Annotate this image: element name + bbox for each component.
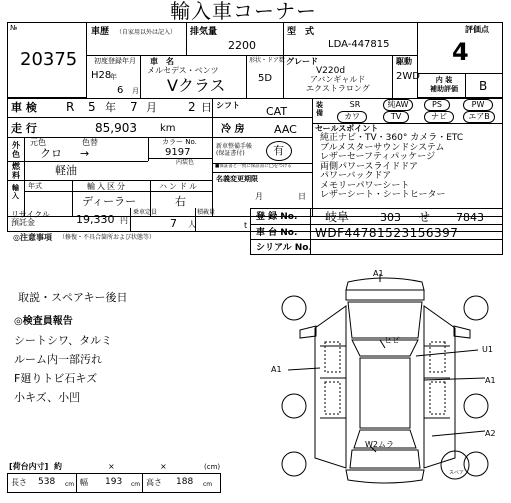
sales-points-list	[320, 134, 463, 201]
cargo-x1: ×	[108, 462, 115, 471]
grade-label: グレード	[286, 57, 318, 66]
color-arrow: →	[80, 147, 90, 160]
sales-point: レザーシート・シートヒーター	[320, 190, 446, 200]
inspection-month: 7	[130, 100, 138, 114]
fuel-value: 軽油	[55, 164, 77, 177]
manual-note: ■保証書と一致に保証書に◯をつける	[215, 164, 292, 169]
report-line: シートシワ、タルミ	[14, 334, 113, 347]
cargo-length-label: 長さ	[11, 478, 27, 487]
registration-label: 登 録 No.	[256, 212, 298, 222]
report-line: 小キズ、小凹	[14, 391, 81, 404]
name-change-label: 名義変更期限	[216, 175, 258, 183]
notes-line: 取説・スペアキー後日	[18, 291, 128, 304]
damage-w2: W2ムラ	[365, 440, 394, 449]
cargo-length-unit: cm	[65, 481, 75, 488]
manual-label: 新車整備手帳 (保証書付)	[216, 143, 253, 157]
name-change-month-unit: 月	[255, 192, 263, 201]
damage-a1-right: A1	[485, 376, 496, 385]
color-code-label: カラー No.	[162, 138, 197, 146]
chassis-label: 車 台 No.	[256, 228, 298, 238]
doors-label: 形状・ドア数	[249, 57, 285, 64]
report-label: ◎検査員報告	[14, 316, 73, 327]
damage-u1: U1	[482, 345, 493, 354]
inspection-day: 2	[188, 100, 196, 114]
color-code: 9197	[165, 147, 191, 158]
interior-score-label: 内 装 補助評価	[430, 76, 458, 93]
recycle-label: リサイクル 預託金	[11, 210, 50, 227]
report-line: ルーム内一部汚れ	[14, 353, 102, 366]
mileage-label: 走 行	[11, 122, 37, 135]
lot-label: №	[10, 24, 18, 32]
serial-label: シリアル No.	[256, 243, 312, 253]
import-year-label: 年式	[28, 182, 42, 190]
page-title: 輸入車コーナー	[170, 0, 317, 23]
damage-a1-top: A1	[373, 269, 384, 278]
cargo-cm-label: (cm)	[204, 463, 221, 471]
shift-label: シフト	[216, 101, 240, 110]
score-label: 評価点	[465, 25, 489, 34]
displacement-label: 排気量	[190, 27, 218, 37]
recycle-value: 19,330	[76, 213, 115, 226]
mileage-unit: km	[160, 123, 176, 134]
equip-pw: PW	[463, 99, 493, 111]
name-change-day-unit: 日	[298, 192, 306, 201]
inspection-year: 5	[88, 100, 96, 114]
interior-score-value: B	[479, 79, 488, 93]
sales-points-label: セールスポイント	[315, 124, 379, 133]
lot-number: 20375	[20, 49, 78, 70]
registration-frame	[250, 208, 503, 255]
color-value: クロ	[40, 147, 62, 160]
grade-line-1: V220d	[316, 66, 346, 76]
import-type-label: 輸入区分	[87, 182, 127, 191]
car-maker: メルセデス・ベンツ	[147, 66, 219, 75]
ac-value: AAC	[274, 123, 297, 136]
notes-label: ◎注意事項	[13, 233, 52, 242]
cargo-width: 193	[105, 477, 123, 487]
first-reg-era: H28	[91, 70, 112, 81]
inspection-era: R	[66, 100, 75, 114]
model-code-value: LDA-447815	[328, 39, 390, 50]
manual-value: 有	[273, 144, 284, 157]
report-list	[14, 331, 112, 407]
capacity-unit: 人	[188, 220, 196, 229]
fuel-label: 燃 料	[12, 162, 20, 180]
first-reg-year-unit: 年	[110, 73, 117, 81]
drive-value: 2WD	[396, 71, 420, 82]
mileage-value: 85,903	[95, 121, 137, 135]
capacity-label: 乗車定員	[133, 209, 158, 216]
history-note: （自家用以外は記入）	[116, 29, 177, 36]
history-label: 車歴	[91, 27, 110, 37]
equip-navi: ナビ	[424, 111, 454, 123]
cargo-height-label: 高さ	[146, 478, 162, 487]
sales-point: 両側パワースライドドア	[320, 161, 419, 172]
cargo-label: [荷台内寸]	[9, 462, 49, 471]
handle-value: 右	[175, 195, 186, 208]
sales-point: 純正ナビ・TV・360° カメラ・ETC	[320, 133, 464, 143]
report-line: F廻りトビ石キズ	[14, 372, 98, 385]
equip-leather: カワ	[337, 111, 367, 123]
first-reg-month-unit: 月	[132, 87, 139, 95]
damage-a2: A2	[485, 429, 496, 438]
color-change-label: 色替	[82, 138, 98, 147]
notes-sub: （修復・不具合箇所および状態等）	[59, 234, 156, 241]
ac-label: 冷 房	[221, 124, 245, 135]
cargo-height: 188	[176, 477, 194, 487]
interior-color-label: 内装色	[176, 159, 195, 166]
sales-point: ブルメスターサウンドシステム	[320, 142, 445, 153]
equip-aw: 純AW	[383, 99, 413, 111]
import-type-value: ディーラー	[82, 195, 137, 208]
inspection-year-unit: 年	[105, 101, 116, 114]
model-code-label: 型 式	[287, 27, 315, 37]
car-name-label: 車 名	[150, 57, 174, 66]
equip-ps: PS	[424, 99, 450, 111]
color-side-label: 外 色	[12, 141, 20, 159]
cargo-x2: ×	[160, 462, 167, 471]
load-unit: t	[244, 221, 248, 230]
equip-tv: TV	[383, 111, 409, 123]
cargo-width-label: 幅	[80, 478, 88, 487]
damage-spare: スペア	[449, 470, 465, 476]
grade-line-2: アバンギャルド	[310, 75, 366, 84]
doors-value: 5D	[258, 73, 273, 84]
drive-label: 駆動	[396, 57, 412, 66]
orig-color-label: 元色	[30, 138, 46, 147]
capacity-value: 7	[170, 217, 177, 230]
inspection-day-unit: 日	[201, 101, 212, 114]
registration-class: 303	[380, 211, 401, 224]
cargo-length: 538	[38, 477, 56, 487]
first-reg-month: 6	[117, 85, 124, 96]
inspection-month-unit: 月	[146, 101, 157, 114]
cargo-approx: 約	[54, 462, 62, 471]
first-reg-label: 初度登録年月	[94, 57, 136, 65]
equipment-side-label: 装 備	[316, 101, 323, 117]
damage-hibi: ヒビ	[384, 336, 400, 345]
registration-number: 7843	[456, 211, 484, 224]
registration-kana: せ	[418, 210, 431, 224]
sales-point: パワーバックドア	[320, 171, 392, 181]
damage-a1-left: A1	[271, 365, 282, 374]
equip-sr: SR	[349, 100, 361, 109]
displacement-value: 2200	[228, 39, 256, 52]
recycle-unit: 円	[120, 216, 128, 225]
equip-airbag: エアB	[463, 111, 495, 123]
registration-place: 岐阜	[325, 210, 350, 224]
inspection-label: 車 検	[11, 101, 37, 114]
chassis-value: WDF44781523156397	[315, 226, 459, 240]
car-model: Vクラス	[167, 76, 226, 95]
grade-line-3: エクストラロング	[306, 84, 370, 93]
score-value: 4	[452, 38, 469, 66]
import-side-label: 輸 入	[12, 184, 19, 200]
sales-point: レザーセーフティパッケージ	[320, 152, 436, 162]
shift-value: CAT	[266, 105, 288, 118]
cargo-width-unit: cm	[131, 481, 141, 488]
cargo-height-unit: cm	[203, 481, 213, 488]
sales-point: メモリーパワーシート	[320, 180, 410, 191]
vehicle-damage-diagram	[260, 268, 511, 503]
load-label: 積載量	[197, 209, 216, 216]
handle-label: ハンドル	[159, 182, 199, 191]
